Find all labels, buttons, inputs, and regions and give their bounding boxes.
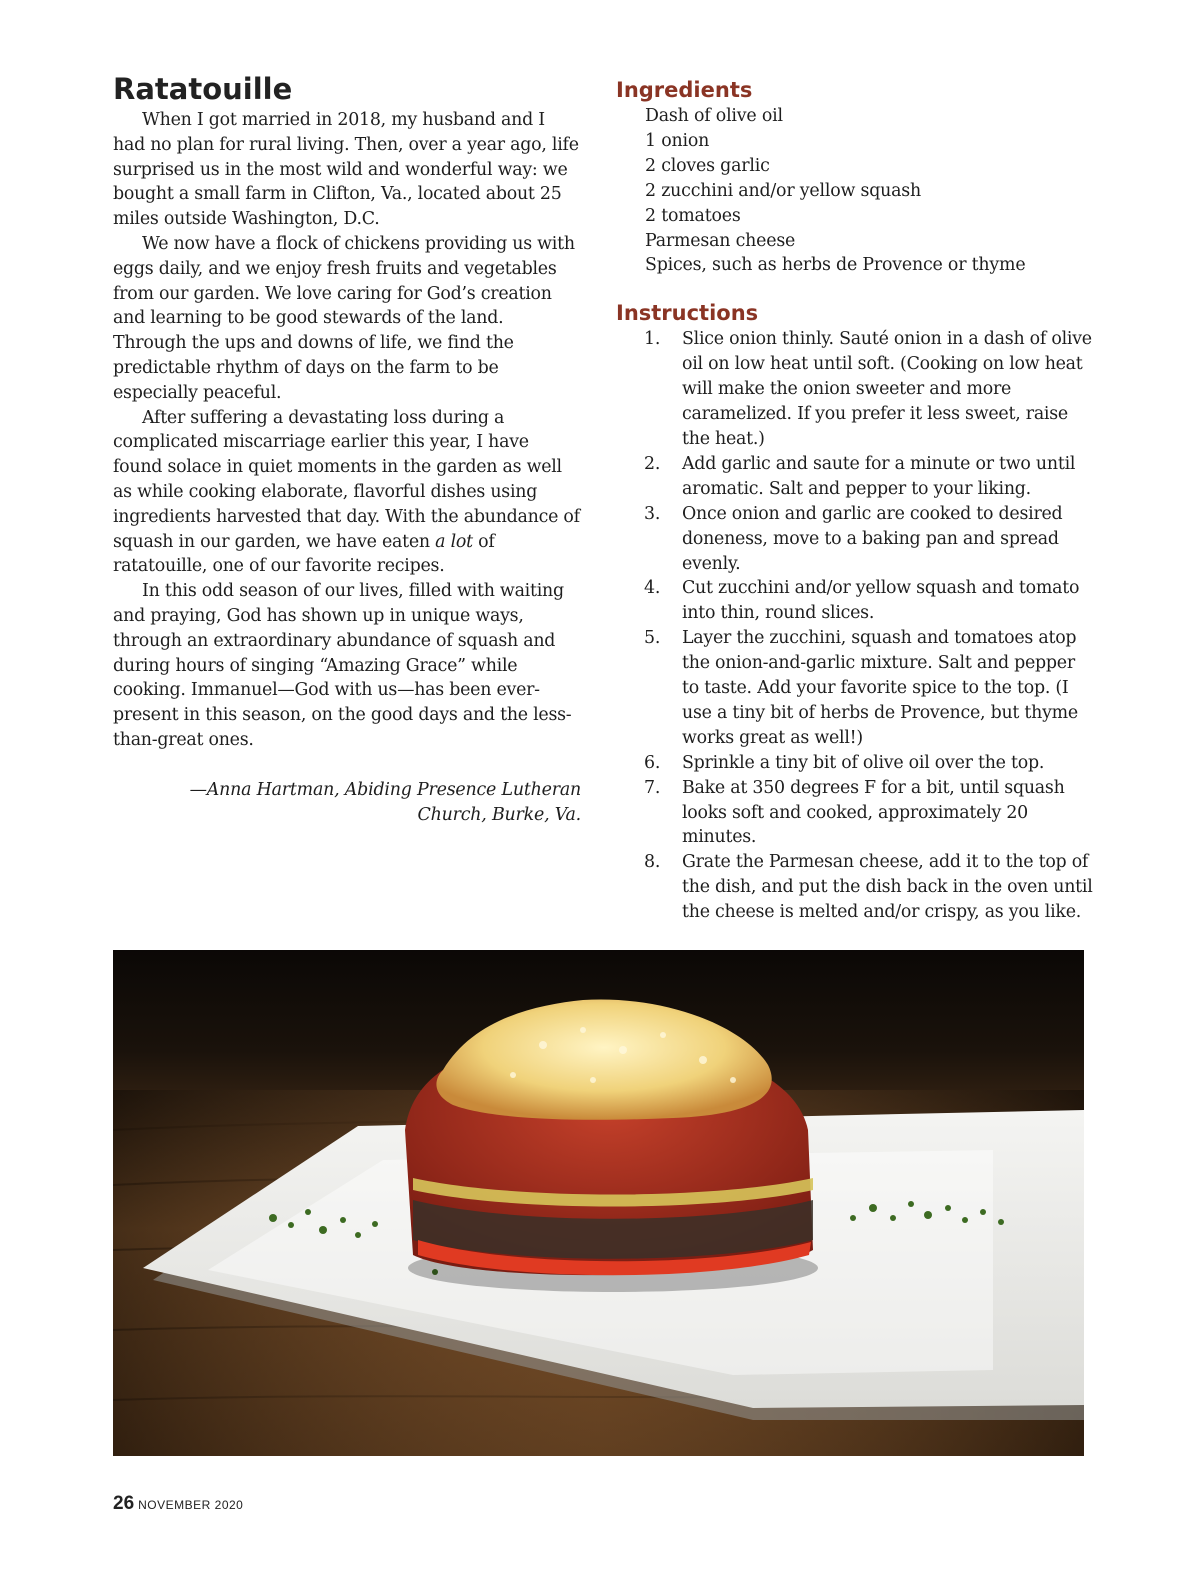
instruction-step — [616, 776, 1096, 851]
recipe-column — [616, 76, 1096, 925]
ingredients-heading: Ingredients — [616, 78, 753, 102]
page-footer — [113, 1493, 243, 1515]
step-number: 1. — [644, 329, 661, 350]
instructions-heading: Instructions — [616, 301, 759, 326]
article-paragraph: When I got married in 2018, my husband and I had no plan for rural living. Then, over a year ago, life surprised us in the most wild and wonderful way: we bought a small farm in Clifton, Va., located about 25 miles outside Washington, D.C. — [113, 110, 579, 230]
ratatouille-photo — [113, 950, 1084, 1456]
instruction-step — [616, 850, 1096, 925]
instruction-step — [616, 576, 1096, 626]
instruction-step — [616, 502, 1096, 577]
step-text: Bake at 350 degrees F for a bit, until squash looks soft and cooked, approximately 20 minutes. — [682, 777, 1065, 848]
emphasis-text: a lot — [435, 531, 473, 552]
step-text: Cut zucchini and/or yellow squash and tomato into thin, round slices. — [682, 578, 1080, 624]
ingredient-item: 1 onion — [645, 130, 710, 151]
paragraph-text: After suffering a devastating loss during a complicated miscarriage earlier this year, I have found solace in quiet moments in the garden as well as while cooking elaborate, flavorful dishes using ingredients harvested that day. With the abundance of squash in our garden, we have eaten — [113, 407, 580, 552]
step-text: Once onion and garlic are cooked to desired doneness, move to a baking pan and spread evenly. — [682, 503, 1063, 574]
ingredient-item: 2 zucchini and/or yellow squash — [645, 180, 922, 201]
article-body — [113, 108, 581, 753]
step-number: 2. — [644, 453, 661, 474]
article-title: Ratatouille — [113, 72, 293, 106]
ingredients-list — [616, 104, 1096, 278]
ingredient-item: 2 cloves garlic — [645, 155, 770, 176]
article-paragraph: In this odd season of our lives, filled with waiting and praying, God has shown up in unique ways, through an extraordinary abundance of squash and during hours of singing “Amazing Grace” while cooking. Immanuel—God with us—has been ever-present in this season, on the good days and the less-than-great ones. — [113, 581, 572, 750]
step-number: 6. — [644, 752, 661, 773]
instruction-step — [616, 327, 1096, 452]
step-number: 7. — [644, 777, 661, 798]
attribution-line: Church, Burke, Va. — [417, 804, 581, 825]
ingredient-item: Dash of olive oil — [645, 106, 783, 126]
instruction-step — [616, 751, 1096, 776]
instruction-step — [616, 452, 1096, 502]
step-number: 3. — [644, 503, 661, 524]
issue-date: NOVEMBER 2020 — [138, 1498, 244, 1512]
step-text: Sprinkle a tiny bit of olive oil over the top. — [682, 752, 1045, 773]
step-number: 8. — [644, 852, 661, 873]
step-text: Layer the zucchini, squash and tomatoes atop the onion-and-garlic mixture. Salt and pepper to taste. Add your favorite spice to the top. (I use a tiny bit of herbs de Provence, but thyme works great as well!) — [682, 628, 1078, 748]
instruction-step — [616, 626, 1096, 751]
ingredient-item: Spices, such as herbs de Provence or thyme — [645, 255, 1026, 276]
paragraph-text: of ratatouille, one of our favorite recipes. — [113, 531, 495, 577]
step-text: Add garlic and saute for a minute or two until aromatic. Salt and pepper to your liking. — [682, 453, 1076, 499]
author-attribution — [113, 778, 581, 828]
step-text: Slice onion thinly. Sauté onion in a dash of olive oil on low heat until soft. (Cooking on low heat will make the onion sweeter and more caramelized. If you prefer it less sweet, raise the heat.) — [682, 329, 1092, 449]
page-number: 26 — [113, 1493, 135, 1514]
article-paragraph — [113, 406, 581, 580]
ingredient-item: 2 tomatoes — [645, 205, 741, 226]
step-number: 5. — [644, 628, 661, 649]
ingredient-item: Parmesan cheese — [645, 230, 796, 251]
step-number: 4. — [644, 578, 661, 599]
attribution-line: —Anna Hartman, Abiding Presence Lutheran — [189, 779, 581, 800]
article-column — [113, 72, 581, 827]
instructions-list — [616, 327, 1096, 925]
article-paragraph: We now have a flock of chickens providing us with eggs daily, and we enjoy fresh fruits and vegetables from our garden. We love caring for God’s creation and learning to be good stewards of the land. Through the ups and downs of life, we find the predictable rhythm of days on the farm to be especially peaceful. — [113, 233, 575, 403]
step-text: Grate the Parmesan cheese, add it to the top of the dish, and put the dish back in the oven until the cheese is melted and/or crispy, as you like. — [682, 852, 1093, 923]
